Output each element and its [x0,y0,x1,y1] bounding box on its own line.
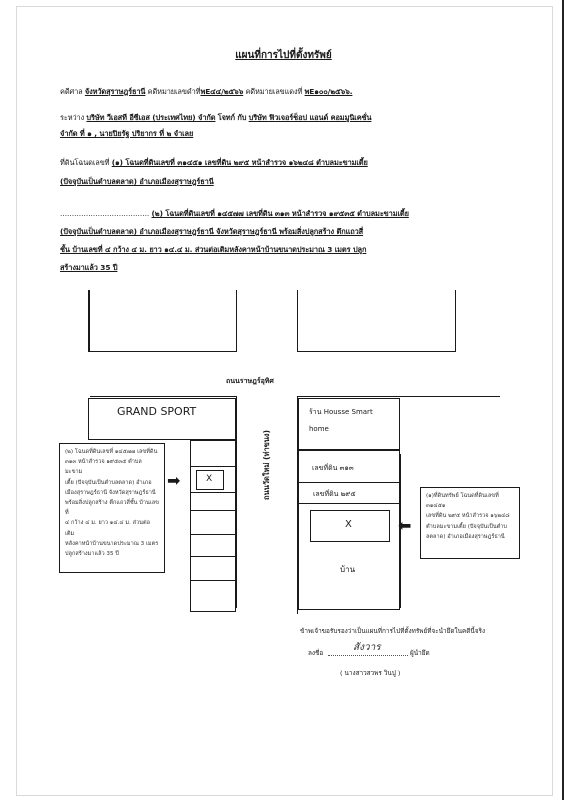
land1-line-2: (ปัจจุบันเป็นตำบลตลาด) อำเภอเมืองสุราษฎร์ธานี [60,177,214,186]
case-line [60,86,352,98]
callout-right-line: ลตลาด) อำเภอเมืองสุราษฎร์ธานี [426,533,505,540]
left-row-div-6 [190,580,236,581]
callout-left-line: (๒) โฉนดที่ดินเลขที่ ๑๔๕๗๗ เลขที่ดิน [65,449,158,455]
plaintiff: บริษัท วีเอสที อีซีเอส (ประเทศไทย) จำกัด [86,113,216,122]
callout-left-line: ๔ กว้าง ๔ ม. ยาว ๑๔.๔ ม. ส่วนต่อเติม [65,520,150,537]
scan-edge [562,0,564,800]
land2-deed: (๒) โฉนดที่ดินเลขที่ ๑๔๕๗๗ เลขที่ดิน ๓๑๓ หน้าสำรวจ ๑๙๕๓๕ ตำบลมะขามเตี้ย [151,209,409,218]
left-target-plot [196,470,224,490]
road-edge-upper-left [88,290,90,352]
shop-label-2: home [309,425,329,433]
callout-right-line: (๑)ที่ดินทรัพย์ โฉนดที่ดินเลขที่ ๓๑๔๕๑ [426,493,499,510]
land2-leader: ...................................... [60,209,150,218]
left-row-div-5 [190,556,236,557]
parties-mid: โจทก์ กับ [217,113,247,122]
callout-left-line: เมืองสุราษฎร์ธานี จังหวัดสุราษฎร์ธานี [65,489,156,496]
red-no: พE๑๐๐/๒๕๖๖. [304,87,353,96]
road-edge-upper-b [236,290,237,352]
road-edge-upper-a [88,351,236,352]
callout-left-line: ๓๑๓ หน้าสำรวจ ๑๙๕๓๕ ตำบลมะขาม [65,459,142,476]
court-label: คดีศาล [60,87,83,96]
land1-prefix: ที่ดินโฉนดเลขที่ [60,158,110,167]
left-row-div-2 [190,492,236,493]
sign-prefix: ลงชื่อ [308,649,324,657]
left-row-div-4 [190,534,236,535]
printed-name: ( นางสาวสวพร วินปู ) [340,669,401,677]
land1-deed: (๑) โฉนดที่ดินเลขที่ ๓๑๔๕๑ เลขที่ดิน ๒๙๕ หน้าสำรวจ ๑๖๒๔๘ ตำบลมะขามเตี้ย [111,158,368,167]
left-row-div-3 [190,510,236,511]
shop-building [298,398,400,450]
right-x-mark: X [345,519,352,530]
road-vertical-label: ถนนวัดใหม่ (ท่าขนง) [262,430,271,500]
red-no-label: คดีหมายเลขแดงที่ [245,87,303,96]
road-edge-lower-right [297,396,500,397]
callout-left-line: หลังคาหน้าบ้านขนาดประมาณ 3 เมตร [65,540,159,547]
grand-sport-label: GRAND SPORT [117,405,197,418]
sign-role: ผู้นำยึด [410,649,430,657]
page-title: แผนที่การไปที่ตั้งทรัพย์ [235,50,332,61]
road-vertical-edge-left [236,396,237,608]
plot-295-label: เลขที่ดิน ๒๙๕ [313,490,356,498]
defendant-1: บริษัท ฟิวเจอร์ช็อป แอนด์ คอมมูนิเคชั่น [248,113,372,122]
callout-right-line: ตำบลมะขามเตี้ย (ปัจจุบันเป็นตำบ [426,523,507,530]
grand-sport-building [88,398,236,440]
parties-line-2: จำกัด ที่ ๑ , นายปิยรัฐ ปริยากร ที่ ๒ จำเลย [60,129,194,138]
callout-left-line: เตี้ย (ปัจจุบันเป็นตำบลตลาด) อำเภอ [65,479,152,486]
road-edge-upper-d [297,351,455,352]
callout-left-line: ปลูกสร้างมาแล้ว 35 ปี [65,551,119,558]
road-horizontal-label: ถนนราษฎร์อุทิศ [226,377,274,385]
right-arrow-icon: ⬅ [398,516,412,535]
callout-left-line: พร้อมสิ่งปลูกสร้าง ตึกแถวสี่ชั้น บ้านเลขที่ [65,500,159,517]
house-label: บ้าน [340,565,356,574]
black-no-label: คดีหมายเลขดำที่ [147,87,201,96]
callout-right [420,487,520,559]
callout-right-line: เลขที่ดิน ๒๙๕ หน้าสำรวจ ๑๖๒๔๘ [426,513,510,520]
shop-label: ร้าน Housse Smart [309,408,373,416]
black-no: พE๔๔/๒๕๖๖ [200,87,244,96]
plot-295-box [298,482,400,504]
callout-left [59,443,165,573]
certification-statement: ข้าพเจ้าขอรับรองว่าเป็นแผนที่การไปที่ตั้งทรัพย์ที่จะนำยึดในคดีนี้จริง [300,627,486,635]
parties-line-1 [60,112,371,124]
road-edge-upper-c [297,290,298,352]
parties-prefix: ระหว่าง [60,113,85,122]
land2-line-1 [60,208,409,220]
left-row-div-1 [190,466,236,467]
right-target-plot [310,510,390,542]
road-edge-lower-left [90,396,236,397]
land2-line-2: (ปัจจุบันเป็นตำบลตลาด) อำเภอเมืองสุราษฎร์ธานี จังหวัดสุราษฎร์ธานี พร้อมสิ่งปลูกสร้าง ตึกแถวสี่ [60,227,364,236]
left-x-mark: X [206,474,213,484]
land1-line-1 [60,157,368,169]
road-edge-upper-e [455,290,456,352]
left-arrow-icon: ➡ [167,471,181,490]
signature: สังวาร [353,642,381,653]
land2-line-4: สร้างมาแล้ว 35 ปี [60,263,118,272]
land2-line-3: ชั้น บ้านเลขที่ ๔ กว้าง ๔ ม. ยาว ๑๔.๔ ม. ส่วนต่อเติมหลังคาหน้าบ้านขนาดประมาณ 3 เมตร ปลูก [60,245,367,254]
court-name: จังหวัดสุราษฎร์ธานี [84,87,146,96]
sign-line [328,655,408,656]
plot-313-label: เลขที่ดิน ๓๑๓ [312,464,354,472]
